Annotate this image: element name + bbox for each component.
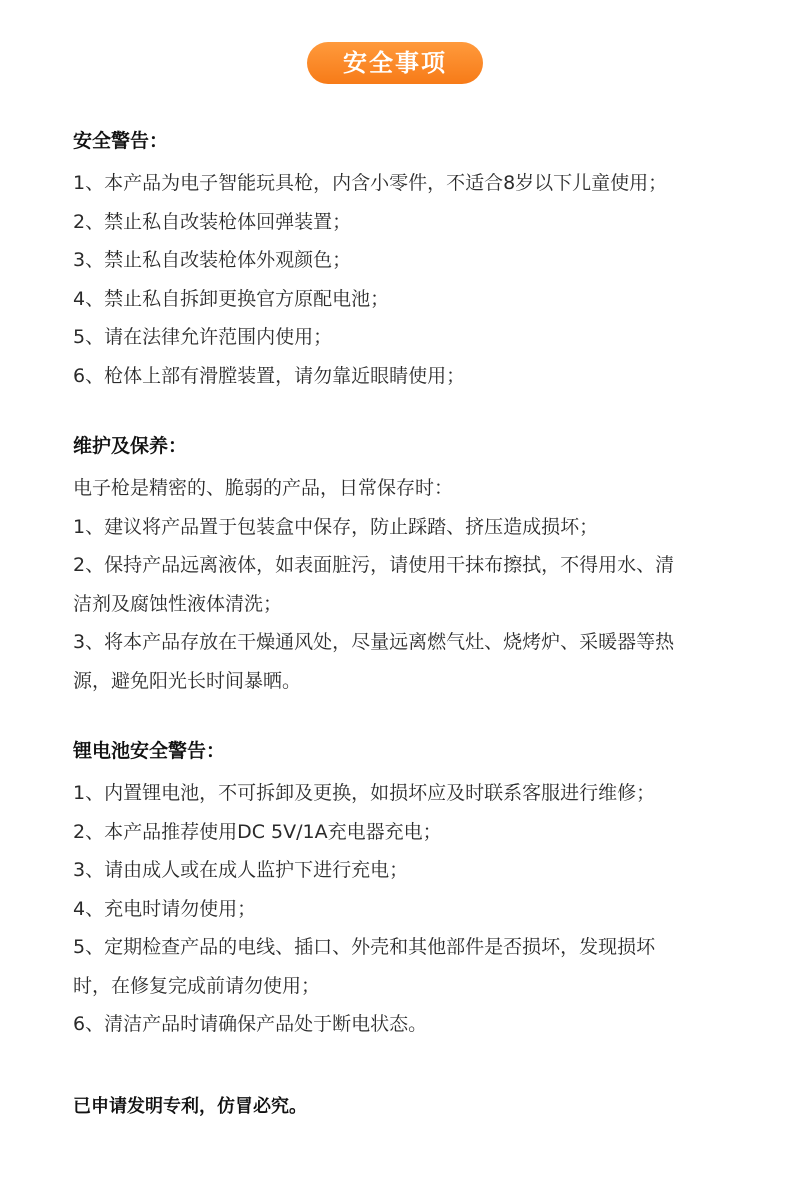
section-maintenance — [73, 433, 730, 700]
text-line: 5、定期检查产品的电线、插口、外壳和其他部件是否损坏，发现损坏 — [73, 936, 656, 958]
text-line: 源，避免阳光长时间暴晒。 — [73, 669, 302, 692]
section-heading: 锂电池安全警告： — [73, 740, 226, 762]
section-battery-warning — [73, 738, 730, 1044]
patent-notice: 已申请发明专利，仿冒必究。 — [73, 1096, 307, 1117]
text-line: 1、建议将产品置于包装盒中保存，防止踩踏、挤压造成损坏； — [73, 515, 599, 538]
section-safety-warning — [73, 128, 730, 395]
text-line: 电子枪是精密的、脆弱的产品，日常保存时： — [73, 477, 454, 499]
text-line: 洁剂及腐蚀性液体清洗； — [73, 592, 283, 615]
text-line: 5、请在法律允许范围内使用； — [73, 326, 333, 348]
text-line: 6、枪体上部有滑膛装置，请勿靠近眼睛使用； — [73, 364, 466, 387]
section-heading: 安全警告： — [73, 130, 169, 152]
text-line: 4、充电时请勿使用； — [73, 897, 257, 920]
page-title-badge: 安全事项 — [307, 42, 483, 84]
text-line: 4、禁止私自拆卸更换官方原配电池； — [73, 287, 390, 310]
text-line: 2、保持产品远离液体，如表面脏污，请使用干抹布擦拭，不得用水、清 — [73, 554, 675, 576]
text-line: 时，在修复完成前请勿使用； — [73, 974, 321, 997]
text-line: 3、禁止私自改装枪体外观颜色； — [73, 249, 352, 271]
text-line: 2、禁止私自改装枪体回弹装置； — [73, 210, 352, 233]
title-container — [0, 42, 790, 84]
text-line: 1、本产品为电子智能玩具枪，内含小零件，不适合8岁以下儿童使用； — [73, 172, 668, 194]
section-heading: 维护及保养： — [73, 435, 188, 457]
text-line: 1、内置锂电池，不可拆卸及更换，如损坏应及时联系客服进行维修； — [73, 782, 656, 804]
content-area — [73, 128, 730, 1044]
text-line: 2、本产品推荐使用DC 5V/1A充电器充电； — [73, 820, 442, 843]
text-line: 6、清洁产品时请确保产品处于断电状态。 — [73, 1013, 428, 1035]
text-line: 3、请由成人或在成人监护下进行充电； — [73, 859, 409, 881]
text-line: 3、将本产品存放在干燥通风处，尽量远离燃气灶、烧烤炉、采暖器等热 — [73, 631, 675, 653]
